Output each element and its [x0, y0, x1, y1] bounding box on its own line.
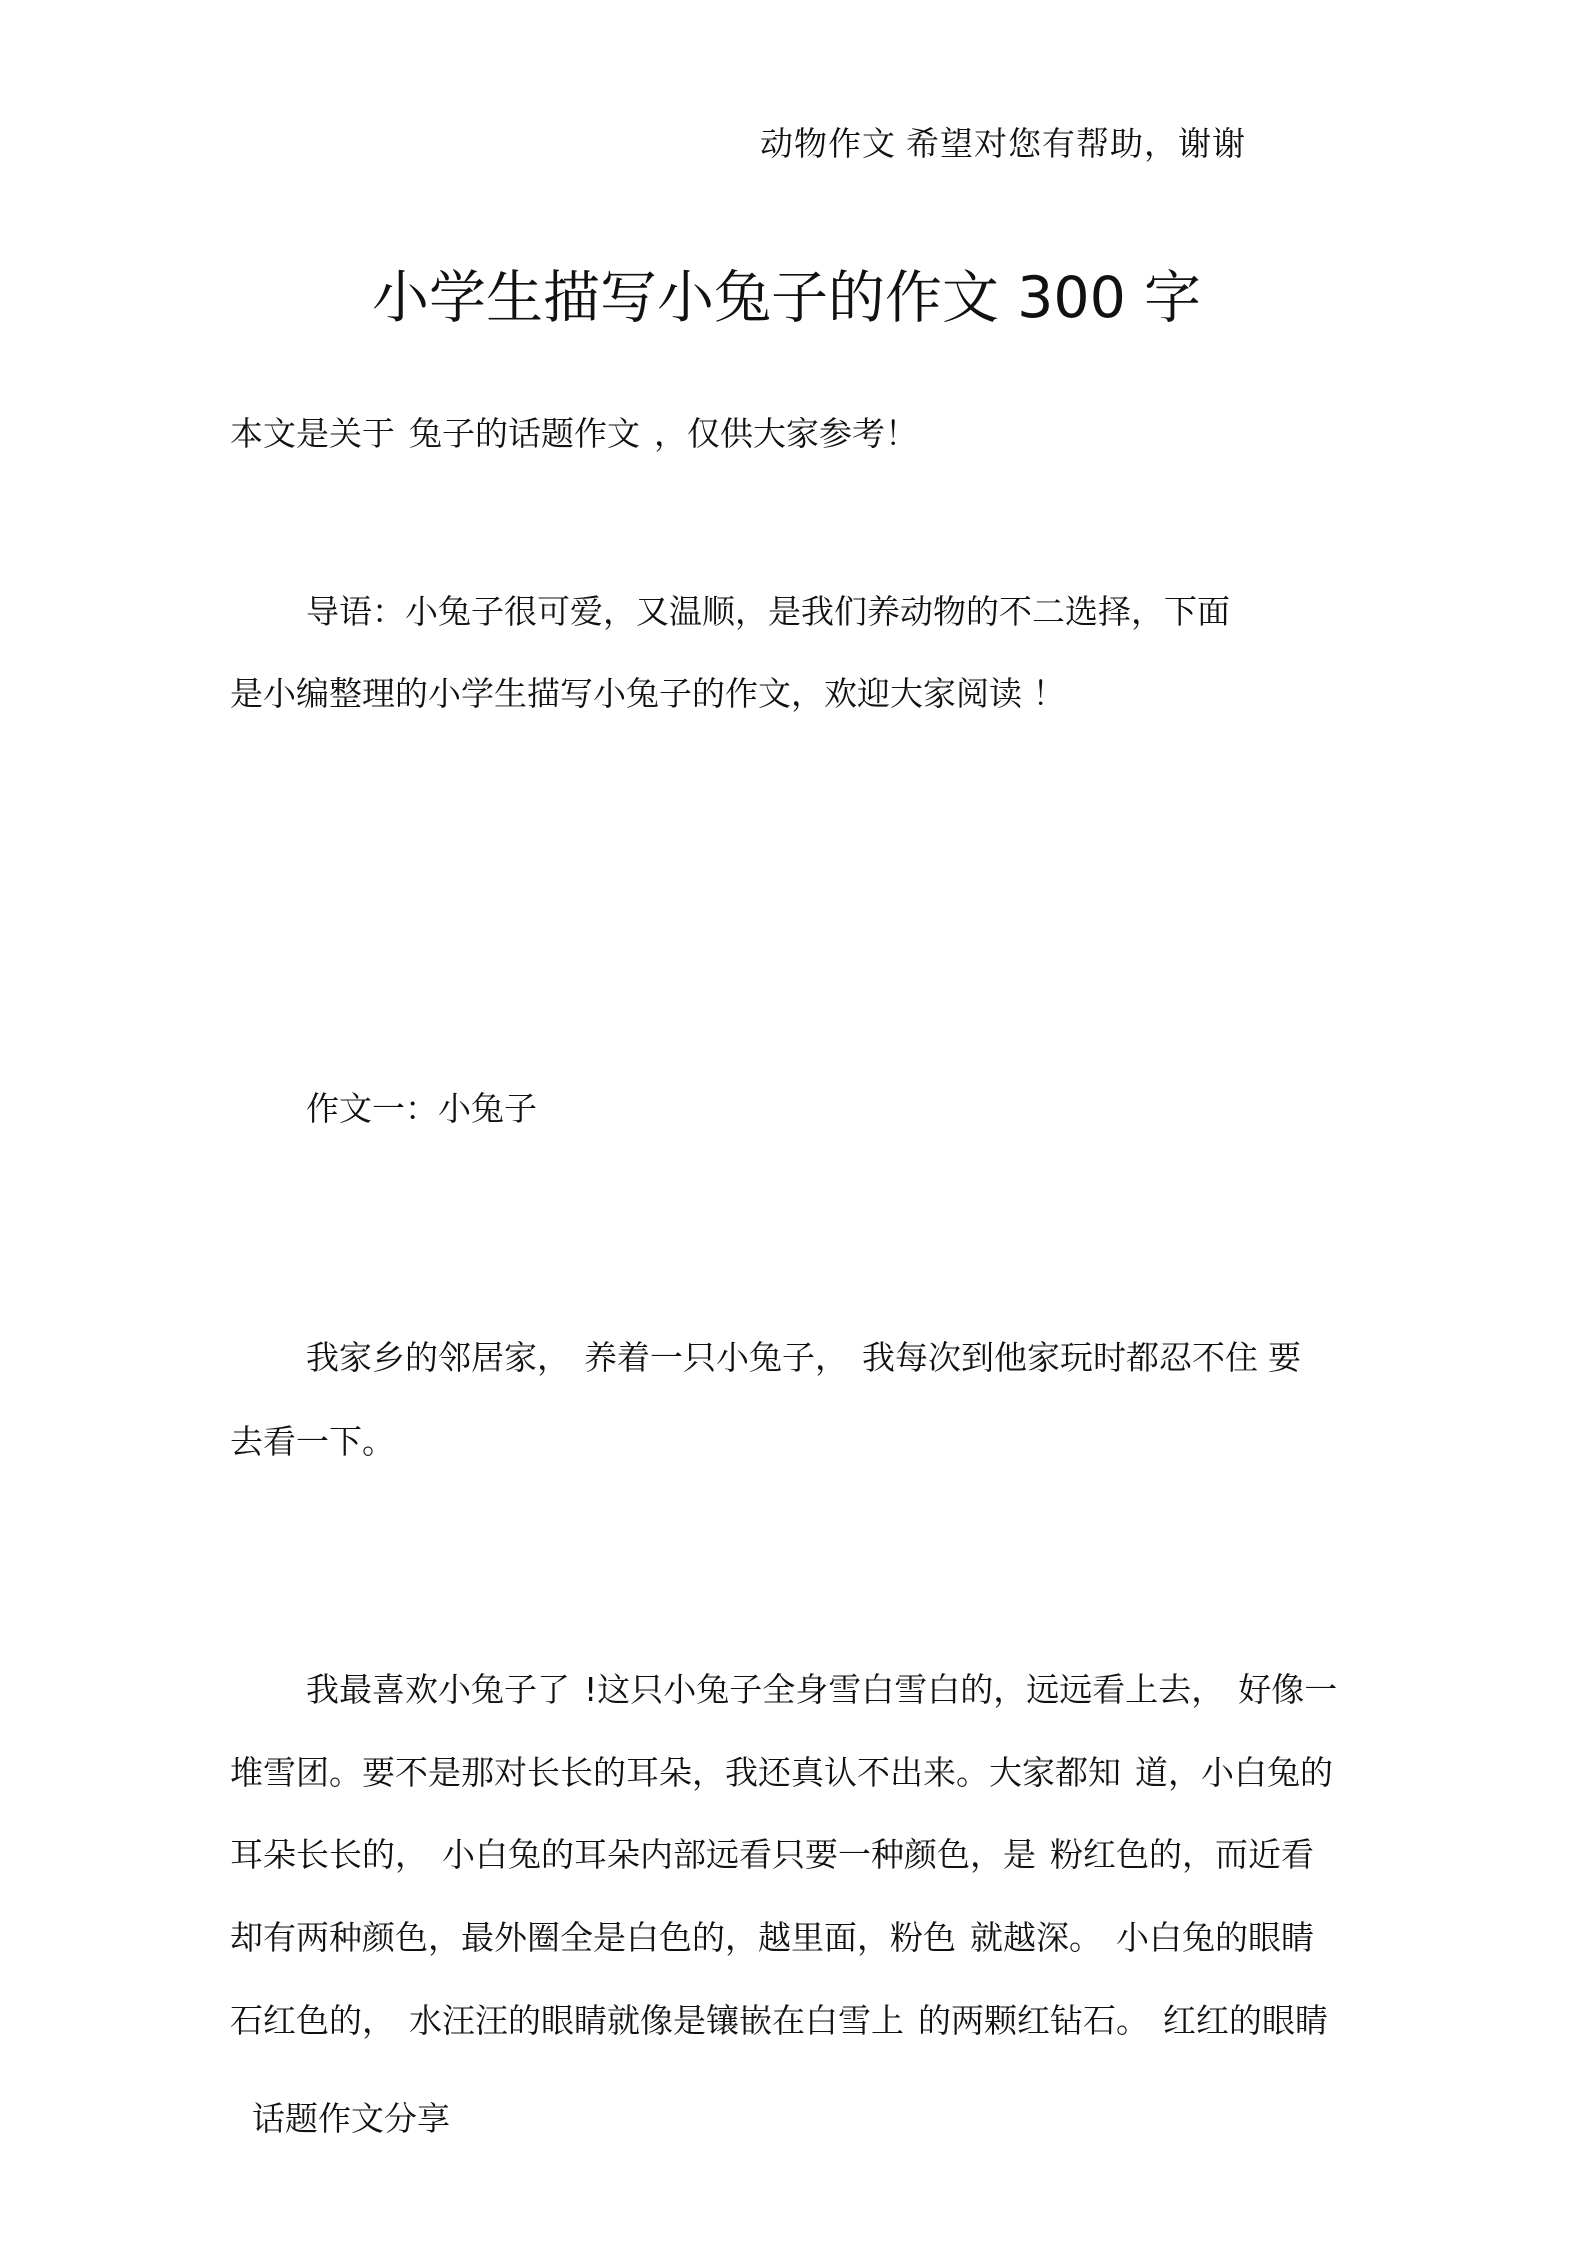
para2-l2-a: 堆雪团。要不是那对长长的耳朵，我还真认不出来。大家都知	[230, 1753, 1121, 1792]
para2-l4-c: 小白兔的眼睛	[1116, 1918, 1314, 1957]
para2-l4-a: 却有两种颜色，最外圈全是白色的，越里面，粉色	[230, 1918, 956, 1957]
para2-line-1	[306, 1664, 1337, 1711]
para2-l3-a: 耳朵长长的，	[230, 1835, 428, 1874]
header-category: 动物作文	[760, 124, 896, 163]
para2-l5-a: 石红色的，	[230, 2001, 395, 2040]
para2-l3-c: 粉红色的，而近看	[1050, 1835, 1314, 1874]
para1-part-c: 我每次到他家玩时都忍不住	[862, 1338, 1258, 1377]
para2-l3-b: 小白兔的耳朵内部远看只要一种颜色，是	[442, 1835, 1036, 1874]
page-footer: 话题作文分享	[252, 2099, 450, 2138]
para2-l1-a: 我最喜欢小兔子了	[306, 1670, 570, 1709]
para2-l2-b: 道，小白兔的	[1135, 1753, 1333, 1792]
para1-line-2: 去看一下。	[230, 1422, 395, 1461]
para2-l5-d: 红红的眼睛	[1163, 2001, 1328, 2040]
para2-l1-c: 好像一	[1238, 1670, 1338, 1709]
para1-part-d: 要	[1268, 1338, 1301, 1377]
para1-part-b: 养着一只小兔子，	[584, 1338, 848, 1377]
intro-part-a: 本文是关于	[230, 414, 395, 453]
para2-line-5	[230, 1995, 1328, 2042]
guide-line-1: 导语：小兔子很可爱，又温顺，是我们养动物的不二选择，下面	[306, 592, 1230, 631]
guide-line-2: 是小编整理的小学生描写小兔子的作文，欢迎大家阅读 ！	[230, 674, 1066, 713]
para2-line-3	[230, 1829, 1314, 1876]
para2-l1-b: !这只小兔子全身雪白雪白的，远远看上去，	[584, 1670, 1225, 1709]
para2-line-4	[230, 1912, 1314, 1959]
essay-heading: 作文一：小兔子	[306, 1089, 537, 1128]
para1-part-a: 我家乡的邻居家，	[306, 1338, 570, 1377]
intro-paragraph	[230, 408, 918, 455]
intro-part-c: ，仅供大家参考！	[654, 414, 918, 453]
header-wish: 希望对您有帮助，谢谢	[906, 124, 1246, 163]
para2-l5-b: 水汪汪的眼睛就像是镶嵌在白雪上	[409, 2001, 904, 2040]
para1-line-1	[306, 1332, 1301, 1379]
para2-l5-c: 的两颗红钻石。	[918, 2001, 1149, 2040]
intro-part-b: 兔子的话题作文	[409, 414, 640, 453]
para2-line-2	[230, 1747, 1333, 1794]
page-header	[760, 118, 1246, 165]
page-title: 小学生描写小兔子的作文 300 字	[372, 265, 1202, 331]
para2-l4-b: 就越深。	[970, 1918, 1102, 1957]
